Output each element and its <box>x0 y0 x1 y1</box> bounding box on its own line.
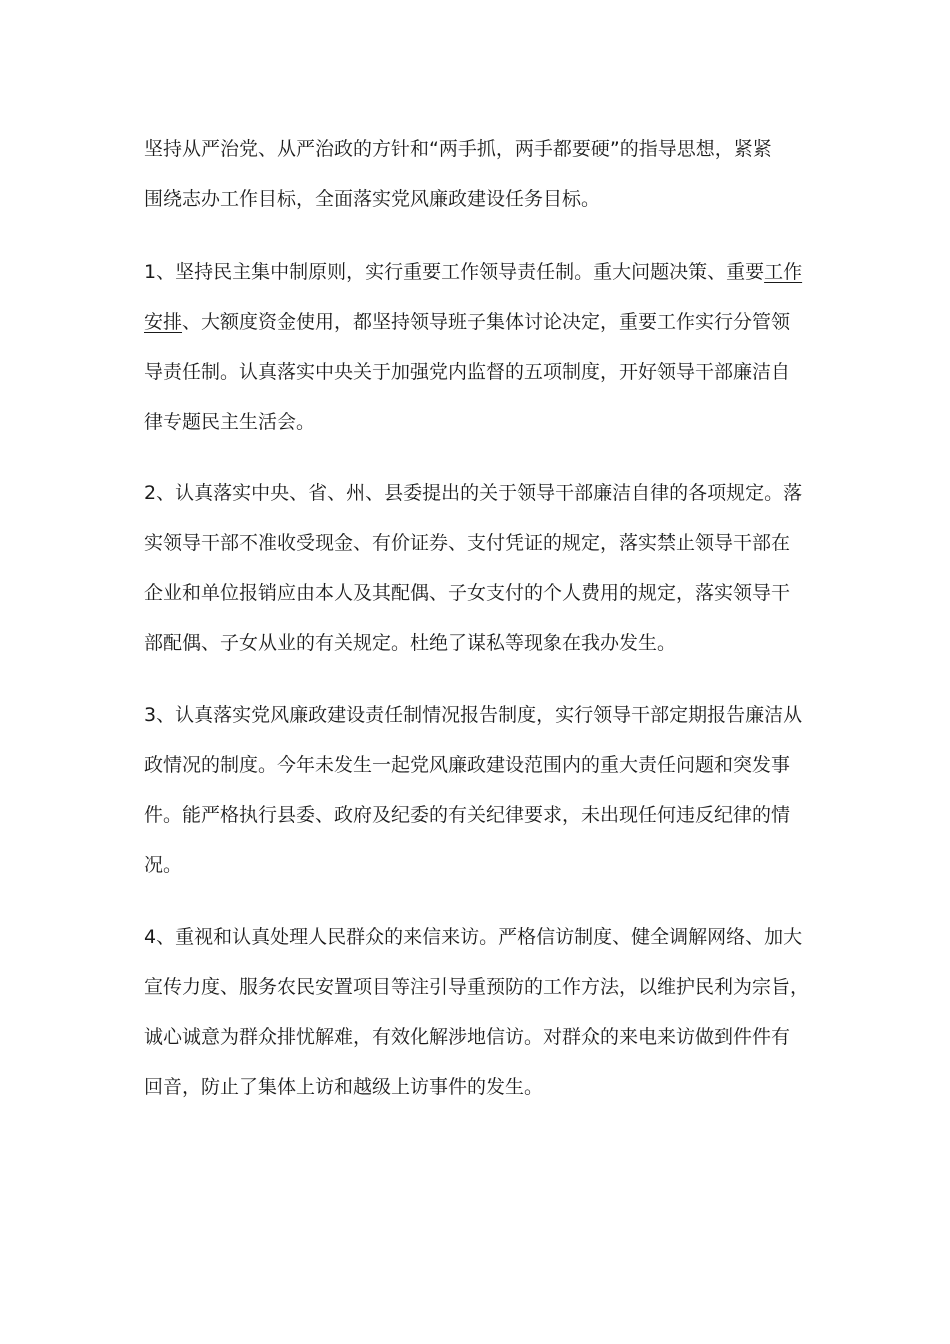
paragraph-item-4 <box>144 912 824 1112</box>
text-segment: 1、坚持民主集中制原则，实行重要工作领导责任制。重大问题决策、重要 <box>144 261 765 283</box>
text-line: 2、认真落实中央、省、州、县委提出的关于领导干部廉洁自律的各项规定。落 <box>144 482 803 504</box>
text-line: 诚心诚意为群众排忧解难，有效化解涉地信访。对群众的来电来访做到件件有 <box>144 1026 791 1048</box>
text-line <box>144 297 824 347</box>
text-line: 件。能严格执行县委、政府及纪委的有关纪律要求，未出现任何违反纪律的情 <box>144 804 791 826</box>
text-line: 政情况的制度。今年未发生一起党风廉政建设范围内的重大责任问题和突发事 <box>144 754 791 776</box>
paragraph-item-3 <box>144 690 824 890</box>
work-arrangement-link[interactable]: 安排 <box>144 311 183 333</box>
text-line: 坚持从严治党、从严治政的方针和“两手抓，两手都要硬”的指导思想，紧紧 <box>144 138 772 160</box>
text-line: 导责任制。认真落实中央关于加强党内监督的五项制度，开好领导干部廉洁自 <box>144 361 791 383</box>
text-line: 部配偶、子女从业的有关规定。杜绝了谋私等现象在我办发生。 <box>144 632 677 654</box>
text-line: 实领导干部不准收受现金、有价证券、支付凭证的规定，落实禁止领导干部在 <box>144 532 791 554</box>
text-line: 4、重视和认真处理人民群众的来信来访。严格信访制度、健全调解网络、加大 <box>144 926 803 948</box>
paragraph-item-1 <box>144 247 824 447</box>
text-line: 律专题民主生活会。 <box>144 411 316 433</box>
text-line: 宣传力度、服务农民安置项目等注引导重预防的工作方法，以维护民利为宗旨， <box>144 976 810 998</box>
paragraph-item-2 <box>144 468 824 668</box>
text-line: 回音，防止了集体上访和越级上访事件的发生。 <box>144 1076 544 1098</box>
text-line: 3、认真落实党风廉政建设责任制情况报告制度，实行领导干部定期报告廉洁从 <box>144 704 803 726</box>
paragraph-intro <box>144 124 824 224</box>
text-line: 企业和单位报销应由本人及其配偶、子女支付的个人费用的规定，落实领导干 <box>144 582 791 604</box>
text-segment: 、大额度资金使用，都坚持领导班子集体讨论决定，重要工作实行分管领 <box>182 311 791 333</box>
text-line <box>144 247 824 297</box>
text-line: 围绕志办工作目标，全面落实党风廉政建设任务目标。 <box>144 188 601 210</box>
work-arrangement-link[interactable]: 工作 <box>764 261 803 283</box>
text-line: 况。 <box>144 854 183 876</box>
